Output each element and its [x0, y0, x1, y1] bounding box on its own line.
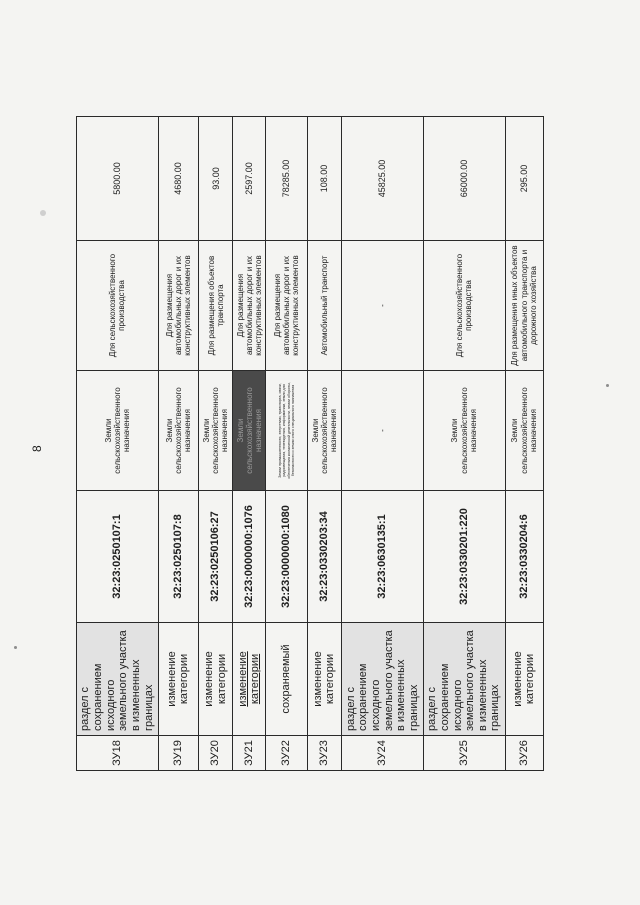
plot-id-cell-text: ЗУ18 [111, 740, 124, 766]
operation-cell-text: сохраняемый [280, 644, 293, 714]
area-cell [233, 117, 266, 241]
cadastral-number-cell-text: 32:23:0250107:1 [111, 514, 124, 599]
land-category-cell-text: Земли сельскохозяйственного назначения [235, 387, 264, 474]
table-row [158, 117, 198, 771]
cadastral-number-cell [199, 491, 233, 623]
land-category-cell-text: Земли сельскохозяйственного назначения [103, 387, 131, 474]
permitted-use-cell-text: Для сельскохозяйственного производства [108, 253, 127, 358]
area-cell [266, 117, 307, 241]
cadastral-number-cell [77, 491, 159, 623]
operation-cell [505, 623, 543, 736]
plot-id-cell-text: ЗУ21 [243, 740, 256, 766]
cadastral-number-cell-text: 32:23:0250107:8 [172, 514, 185, 599]
cadastral-number-cell [505, 491, 543, 623]
permitted-use-cell [342, 241, 424, 371]
permitted-use-cell [77, 241, 159, 371]
area-cell [158, 117, 198, 241]
permitted-use-cell [423, 241, 505, 371]
land-category-cell [423, 371, 505, 491]
cadastral-number-cell [342, 491, 424, 623]
plot-id-cell [158, 736, 198, 771]
operation-cell [233, 623, 266, 736]
area-cell-text: 78285.00 [281, 159, 292, 198]
plot-id-cell [77, 736, 159, 771]
plot-id-cell-text: ЗУ22 [280, 740, 293, 766]
punch-hole-mark [40, 210, 46, 216]
plot-id-cell [266, 736, 307, 771]
land-category-cell [307, 371, 341, 491]
land-category-cell [505, 371, 543, 491]
area-cell-text: 45825.00 [377, 159, 388, 198]
permitted-use-cell [307, 241, 341, 371]
operation-cell [342, 623, 424, 736]
area-cell-text: 5800.00 [112, 162, 123, 195]
table-row [342, 117, 424, 771]
operation-cell-text: изменение категории [311, 651, 337, 707]
operation-cell [266, 623, 307, 736]
permitted-use-cell [233, 241, 266, 371]
operation-cell [307, 623, 341, 736]
plot-id-cell-text: ЗУ19 [172, 740, 185, 766]
permitted-use-cell-text: Для размещения автомобильных дорог и их конструктивных элементов [164, 255, 192, 356]
land-category-cell-text: Земли сельскохозяйственного назначения [510, 387, 538, 474]
area-cell-text: 66000.00 [459, 159, 470, 198]
table-row [266, 117, 307, 771]
plot-id-cell [423, 736, 505, 771]
table-row [423, 117, 505, 771]
operation-cell-text: раздел с сохранением исходного земельного участка в измененных границах [426, 630, 502, 731]
page-number: 8 [30, 445, 44, 452]
area-cell [342, 117, 424, 241]
cadastral-number-cell-text: 32:23:0330203:34 [318, 511, 331, 602]
permitted-use-cell [505, 241, 543, 371]
area-cell [307, 117, 341, 241]
plot-id-cell [342, 736, 424, 771]
cadastral-number-cell [266, 491, 307, 623]
permitted-use-cell-text: - [377, 304, 387, 307]
area-cell [423, 117, 505, 241]
permitted-use-cell [266, 241, 307, 371]
land-category-cell [77, 371, 159, 491]
land-category-cell-text: Земли сельскохозяйственного назначения [202, 387, 230, 474]
scan-speck [14, 646, 17, 649]
operation-cell-text: изменение категории [511, 651, 537, 707]
permitted-use-cell-text: Для размещения иных объектов автомобильного транспорта и дорожного хозяйства [510, 245, 538, 366]
land-category-cell [199, 371, 233, 491]
land-category-cell-text: Земли сельскохозяйственного назначения [164, 387, 192, 474]
operation-cell-text: изменение категории [236, 651, 262, 707]
area-cell-text: 93.00 [210, 167, 221, 190]
area-cell [199, 117, 233, 241]
plot-id-cell [233, 736, 266, 771]
land-category-cell [158, 371, 198, 491]
cadastral-number-cell-text: 32:23:0250106:27 [209, 511, 222, 602]
plot-id-cell [307, 736, 341, 771]
plot-id-cell-text: ЗУ25 [457, 740, 470, 766]
permitted-use-cell-text: Для размещения объектов транспорта [206, 255, 225, 356]
area-cell-text: 2597.00 [244, 162, 255, 195]
land-category-cell-text: Земли промышленности, энергетики, транспорта, связи, радиовещания, телевидения, информатики, земли для обеспечения космической деятельности, земли обороны, безопасности и земли иного специального назначения [277, 382, 296, 479]
permitted-use-cell [158, 241, 198, 371]
operation-cell [77, 623, 159, 736]
area-cell [77, 117, 159, 241]
land-plots-table-rotated [76, 117, 544, 771]
plot-id-cell [505, 736, 543, 771]
land-category-cell-text: Земли сельскохозяйственного назначения [310, 387, 339, 474]
cadastral-number-cell-text: 32:23:0000000:1080 [280, 505, 293, 608]
cadastral-number-cell [233, 491, 266, 623]
operation-cell [158, 623, 198, 736]
land-category-cell-text: - [377, 429, 387, 432]
area-cell-text: 4680.00 [173, 162, 184, 195]
scan-speck [606, 384, 609, 387]
land-category-cell-text: Земли сельскохозяйственного назначения [450, 387, 478, 474]
plot-id-cell-text: ЗУ26 [517, 740, 530, 766]
operation-cell [199, 623, 233, 736]
cadastral-number-cell [158, 491, 198, 623]
permitted-use-cell [199, 241, 233, 371]
area-cell-text: 295.00 [519, 164, 530, 193]
permitted-use-cell-text: Для сельскохозяйственного производства [455, 253, 474, 358]
operation-cell-text: изменение категории [203, 651, 228, 707]
cadastral-number-cell-text: 32:23:0630135:1 [376, 514, 389, 599]
plot-id-cell-text: ЗУ24 [376, 740, 389, 766]
table-row [233, 117, 266, 771]
table-row [307, 117, 341, 771]
plot-id-cell [199, 736, 233, 771]
operation-cell [423, 623, 505, 736]
permitted-use-cell-text: Для размещения автомобильных дорог и их конструктивных элементов [235, 255, 264, 356]
cadastral-number-cell [307, 491, 341, 623]
cadastral-number-cell [423, 491, 505, 623]
permitted-use-cell-text: Автомобильный транспорт [319, 255, 329, 356]
operation-cell-text: изменение категории [165, 651, 191, 707]
land-category-cell [266, 371, 307, 491]
area-cell-text: 108.00 [319, 164, 330, 193]
land-category-cell [233, 371, 266, 491]
cadastral-number-cell-text: 32:23:0000000:1076 [243, 505, 256, 608]
operation-cell-text: раздел с сохранением исходного земельного участка в измененных границах [344, 630, 420, 731]
plot-id-cell-text: ЗУ20 [209, 740, 222, 766]
table-row [199, 117, 233, 771]
cadastral-number-cell-text: 32:23:0330201:220 [457, 508, 470, 605]
land-plots-table [76, 116, 544, 771]
area-cell [505, 117, 543, 241]
cadastral-number-cell-text: 32:23:0330204:6 [517, 514, 530, 599]
operation-cell-text: раздел с сохранением исходного земельного участка в измененных границах [79, 630, 155, 731]
plot-id-cell-text: ЗУ23 [318, 740, 331, 766]
table-row [505, 117, 543, 771]
permitted-use-cell-text: Для размещения автомобильных дорог и их конструктивных элементов [272, 255, 301, 356]
table-row [77, 117, 159, 771]
land-category-cell [342, 371, 424, 491]
